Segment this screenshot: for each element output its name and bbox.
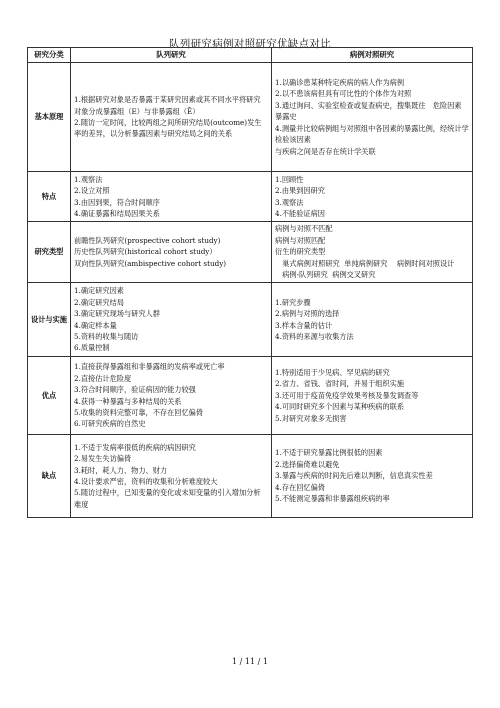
case-control-cell bbox=[272, 283, 473, 357]
header-cohort: 队列研究 bbox=[71, 48, 272, 63]
cohort-cell bbox=[71, 172, 272, 222]
header-case-control: 病例对照研究 bbox=[272, 48, 473, 63]
cell-line: 2.病例与对照的选择 bbox=[275, 309, 340, 319]
table-row bbox=[28, 172, 473, 222]
cohort-cell bbox=[71, 357, 272, 435]
cell-line: 暴露史 bbox=[275, 112, 297, 122]
cell-line: 4.存在回忆偏倚 bbox=[275, 482, 325, 492]
cell-line: 1.确定研究因素 bbox=[74, 286, 124, 296]
case-control-cell bbox=[272, 435, 473, 518]
cell-line: 衍生的研究类型 bbox=[275, 247, 326, 257]
cell-line: 2.以不患该病但具有可比性的个体作为对照 bbox=[275, 89, 412, 99]
cell-line: 3.耗时，耗人力、物力、财力 bbox=[74, 465, 168, 475]
case-control-cell bbox=[272, 172, 473, 222]
cell-line: 1.研究步骤 bbox=[275, 297, 311, 307]
cell-line: 3.符合时间顺序，验证病因的能力较强 bbox=[74, 385, 196, 395]
cell-line: 巢式病例对照研究 单纯病例研究 病例时间对照设计 bbox=[275, 258, 455, 268]
cell-line: 4.测量并比较病例组与对照组中各因素的暴露比例，经统计学检验该因素 bbox=[275, 123, 469, 145]
row-category: 特点 bbox=[28, 172, 71, 222]
cohort-cell bbox=[71, 435, 272, 518]
cell-line: 3.通过询问、实验室检查或复查病史，搜集既往 危险因素 bbox=[275, 100, 462, 110]
row-category: 优点 bbox=[28, 357, 71, 435]
cell-line: 5.收集的资料完整可靠，不存在回忆偏倚 bbox=[74, 407, 204, 417]
cell-line: 1.特别适用于少见病、罕见病的研究 bbox=[275, 367, 390, 377]
cell-line: 双向性队列研究(ambispective cohort study) bbox=[74, 258, 227, 268]
cell-line: 4.确定样本量 bbox=[74, 320, 117, 330]
cell-line: 1.根据研究对象是否暴露于某研究因素或其不同水平将研究 bbox=[74, 95, 261, 105]
cell-line: 2.随访一定时间，比较两组之间所研究结局(outcome)发生 bbox=[74, 118, 262, 127]
row-category: 研究类型 bbox=[28, 222, 71, 283]
cell-line: 5.随访过程中，已知变量的变化或未知变量的引入增加分析 bbox=[74, 488, 261, 498]
header-category: 研究分类 bbox=[28, 48, 71, 63]
cell-line: 5.对研究对象多无损害 bbox=[275, 413, 347, 423]
cell-line: 2.设立对照 bbox=[74, 186, 110, 196]
comparison-table bbox=[27, 47, 473, 518]
table-row bbox=[28, 357, 473, 435]
page-number: 1 / 11 / 1 bbox=[232, 657, 268, 666]
cell-line: 4.确证暴露和结局因果关系 bbox=[74, 208, 160, 218]
cell-line: 1.不适于研究暴露比例很低的因素 bbox=[275, 448, 383, 458]
cell-line: 1.回顾性 bbox=[275, 174, 304, 184]
case-control-cell bbox=[272, 222, 473, 283]
table-row bbox=[28, 222, 473, 283]
cell-line: 2.直接估计危险度 bbox=[74, 373, 132, 383]
cell-line: 2.易发生失访偏倚 bbox=[74, 454, 132, 464]
cell-line: 与疾病之间是否存在统计学关联 bbox=[275, 146, 376, 156]
table-header-row bbox=[28, 48, 473, 63]
cell-line: 6.质量控制 bbox=[74, 343, 110, 353]
table-row bbox=[28, 63, 473, 172]
cell-line: 3.确定研究现场与研究人群 bbox=[74, 309, 160, 319]
cell-line: 2.省力、省钱、省时间，并易于组织实施 bbox=[275, 379, 405, 389]
cell-line: 1.观察法 bbox=[74, 174, 103, 184]
cell-line: 3.还可用于疫苗免疫学效果考核及暴发调查等 bbox=[275, 390, 419, 400]
cohort-cell bbox=[71, 283, 272, 357]
cell-line: 对象分成暴露组（E）与非暴露组（Ē） bbox=[74, 106, 200, 116]
cell-line: 历史性队列研究(historical cohort study） bbox=[74, 247, 217, 257]
row-category: 设计与实施 bbox=[28, 283, 71, 357]
cell-line: 难度 bbox=[74, 499, 89, 509]
cell-line: 病例-队列研究 病例交叉研究 bbox=[275, 270, 376, 280]
cell-line: 率的差异，以分析暴露因素与研究结局之间的关系 bbox=[74, 129, 233, 139]
case-control-cell bbox=[272, 357, 473, 435]
cell-line: 3.观察法 bbox=[275, 197, 304, 207]
cohort-cell bbox=[71, 222, 272, 283]
table-row bbox=[28, 435, 473, 518]
cell-line: 1.直接获得暴露组和非暴露组的发病率或死亡率 bbox=[74, 362, 225, 372]
case-control-cell bbox=[272, 63, 473, 172]
cell-line: 5.资料的收集与随访 bbox=[74, 331, 139, 341]
cell-line: 3.暴露与疾病的时间先后难以判断，信息真实性差 bbox=[275, 471, 433, 481]
cell-line: 病例与对照不匹配 bbox=[275, 224, 333, 234]
cell-line: 5.不能测定暴露和非暴露组疾病的率 bbox=[275, 494, 390, 504]
cell-line: 2.由果到因研究 bbox=[275, 186, 325, 196]
cohort-cell bbox=[71, 63, 272, 172]
cell-line: 4.可同时研究多个因素与某种疾病的联系 bbox=[275, 402, 405, 412]
cell-line: 4.资料的来源与收集方法 bbox=[275, 331, 354, 341]
table-row bbox=[28, 283, 473, 357]
cell-line: 前瞻性队列研究(prospective cohort study) bbox=[74, 235, 221, 245]
cell-line: 6.可研究疾病的自然史 bbox=[74, 419, 146, 429]
cell-line: 2.确定研究结局 bbox=[74, 297, 124, 307]
cell-line: 2.选择偏倚难以避免 bbox=[275, 459, 340, 469]
document-title: 队列研究病例对照研究优缺点对比 bbox=[169, 38, 331, 50]
cell-line: 1.不适于发病率很低的疾病的病因研究 bbox=[74, 442, 196, 452]
row-category: 基本原理 bbox=[28, 63, 71, 172]
cell-line: 1.以确诊患某种特定疾病的病人作为病例 bbox=[275, 78, 405, 88]
cell-line: 4.不能验证病因 bbox=[275, 208, 325, 218]
cell-line: 病例与对照匹配 bbox=[275, 235, 326, 245]
row-category: 缺点 bbox=[28, 435, 71, 518]
cell-line: 4.获得一种暴露与多种结局的关系 bbox=[74, 396, 182, 406]
cell-line: 3.由因到果，符合时间顺序 bbox=[74, 197, 160, 207]
cell-line: 4.设计要求严密，资料的收集和分析难度较大 bbox=[74, 477, 218, 486]
cell-line: 3.样本含量的估计 bbox=[275, 320, 333, 330]
